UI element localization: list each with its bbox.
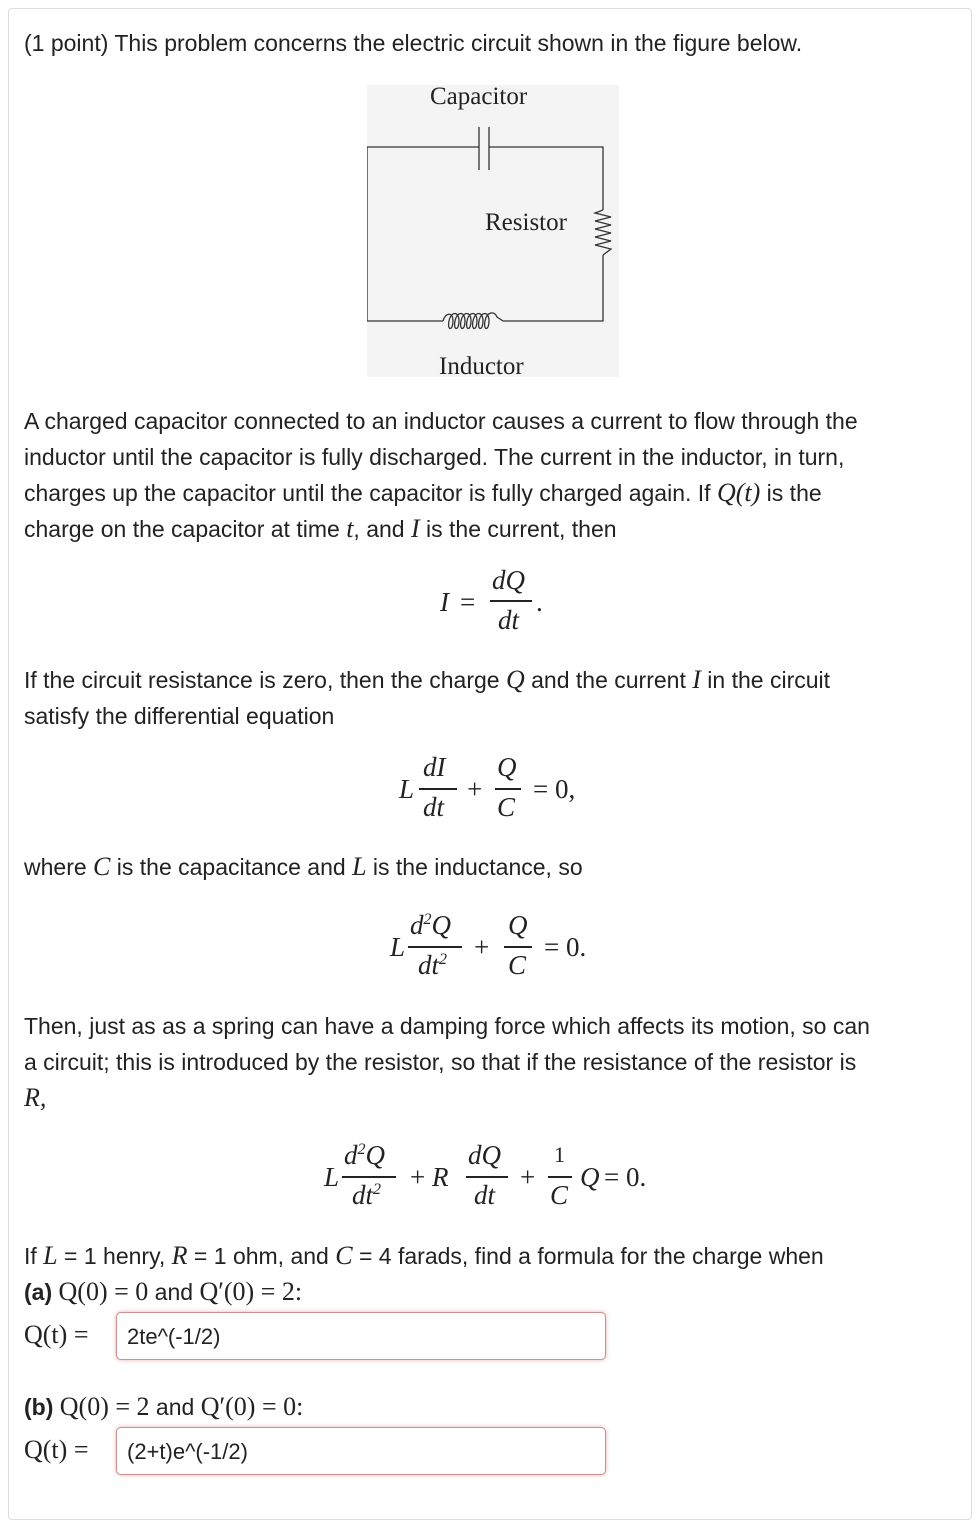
part-a-conditions: (a) Q(0) = 0 and Q′(0) = 2: <box>24 1277 303 1306</box>
intro-text: This problem concerns the electric circuit shown in the figure below. <box>114 30 803 56</box>
equation-rlc: L $d^2Q$ $dt^2$ + R dQ dt + 1 C Q = 0. <box>324 1140 647 1210</box>
paragraph-4: Then, just as as a spring can have a damping force which affects its motion, so can a circuit; this is introduced by the resistor, so that if the resistance of the resistor is R, <box>24 1013 870 1112</box>
inductor-label: Inductor <box>439 353 524 380</box>
part-a-answer-input[interactable]: 2te^(-1/2) <box>116 1312 606 1360</box>
resistor-symbol <box>595 210 611 255</box>
part-b-answer-input[interactable]: (2+t)e^(-1/2) <box>116 1427 606 1475</box>
paragraph-3: where C is the capacitance and L is the inductance, so <box>24 852 583 881</box>
intro-line <box>24 25 964 61</box>
inductor-symbol <box>443 313 503 329</box>
equation-lc: L dI dt + Q C = 0, <box>399 752 576 822</box>
equation-lc-second-order: L $d^2Q$ $dt^2$ + Q C = 0. <box>390 910 587 980</box>
part-a-answer-label: Q(t) = <box>24 1320 89 1349</box>
paragraph-1: A charged capacitor connected to an inductor causes a current to flow through the inductor until the capacitor is fully discharged. The current in the inductor, in turn, charges up the capacitor until the capacitor is fully charged again. If Q(t) is the charge on the capacitor at time t, and I is the current, then <box>24 408 858 543</box>
circuit-figure <box>367 83 619 380</box>
part-b-conditions: (b) Q(0) = 2 and Q′(0) = 0: <box>24 1392 304 1421</box>
paragraph-2: If the circuit resistance is zero, then the charge Q and the current I in the circuit satisfy the differential equation <box>24 665 831 729</box>
equation-current: I = dQ dt . <box>440 565 543 635</box>
resistor-label: Resistor <box>485 209 567 236</box>
points-label: (1 point) <box>24 30 109 56</box>
capacitor-label: Capacitor <box>430 83 528 110</box>
part-b-answer-label: Q(t) = <box>24 1435 89 1464</box>
given-values: If L = 1 henry, R = 1 ohm, and C = 4 farads, find a formula for the charge when <box>24 1241 824 1270</box>
